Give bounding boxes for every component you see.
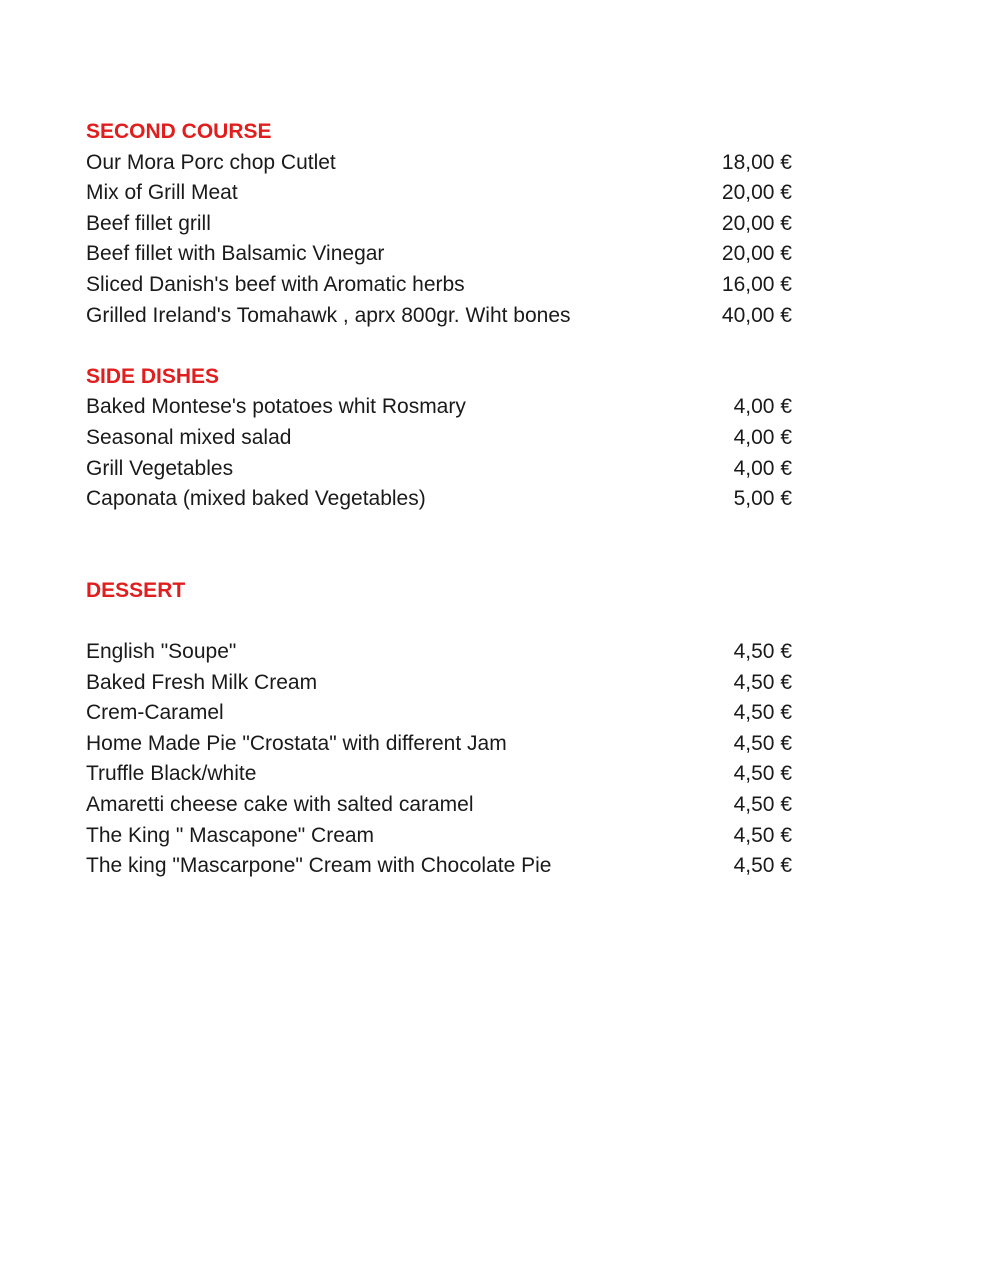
menu-item	[86, 178, 792, 209]
menu-item	[86, 392, 792, 423]
item-price: 4,50 €	[733, 731, 792, 755]
menu-item	[86, 821, 792, 852]
menu-item	[86, 637, 792, 668]
item-price: 4,50 €	[733, 670, 792, 694]
item-price: 20,00 €	[721, 181, 792, 205]
item-price: 4,00 €	[733, 425, 792, 449]
section-title-side-dishes: SIDE DISHES	[86, 364, 220, 388]
section-spacer	[86, 515, 792, 576]
menu-item	[86, 239, 792, 270]
menu-item	[86, 301, 792, 332]
item-price: 4,00 €	[733, 456, 792, 480]
item-name: Caponata (mixed baked Vegetables)	[86, 487, 426, 511]
menu-item	[86, 759, 792, 790]
section-spacer	[86, 331, 792, 362]
menu-list	[86, 117, 792, 882]
item-price: 4,50 €	[733, 823, 792, 847]
item-name: Beef fillet grill	[86, 211, 211, 235]
item-name: The king "Mascarpone" Cream with Chocolate Pie	[86, 854, 552, 878]
item-price: 16,00 €	[721, 272, 792, 296]
item-price: 4,50 €	[733, 762, 792, 786]
item-name: Home Made Pie "Crostata" with different Jam	[86, 731, 507, 755]
item-name: Baked Fresh Milk Cream	[86, 670, 318, 694]
item-name: Truffle Black/white	[86, 762, 257, 786]
item-name: Mix of Grill Meat	[86, 181, 238, 205]
menu-item	[86, 790, 792, 821]
item-name: Beef fillet with Balsamic Vinegar	[86, 242, 385, 266]
menu-item	[86, 698, 792, 729]
item-name: Crem-Caramel	[86, 701, 224, 725]
item-price: 4,50 €	[733, 854, 792, 878]
item-name: Seasonal mixed salad	[86, 425, 292, 449]
menu-item	[86, 148, 792, 179]
menu-item	[86, 209, 792, 240]
item-name: Sliced Danish's beef with Aromatic herbs	[86, 272, 465, 296]
item-price: 40,00 €	[721, 303, 792, 327]
item-price: 4,00 €	[733, 395, 792, 419]
item-name: The King " Mascapone" Cream	[86, 823, 375, 847]
item-price: 4,50 €	[733, 640, 792, 664]
menu-item	[86, 270, 792, 301]
item-name: Baked Montese's potatoes whit Rosmary	[86, 395, 466, 419]
item-price: 5,00 €	[733, 487, 792, 511]
menu-item	[86, 668, 792, 699]
item-name: English "Soupe"	[86, 640, 237, 664]
item-name: Grill Vegetables	[86, 456, 234, 480]
menu-item	[86, 729, 792, 760]
item-price: 4,50 €	[733, 701, 792, 725]
menu-item	[86, 851, 792, 882]
item-price: 4,50 €	[733, 793, 792, 817]
item-name: Our Mora Porc chop Cutlet	[86, 150, 336, 174]
menu-item	[86, 484, 792, 515]
menu-item	[86, 454, 792, 485]
item-price: 20,00 €	[721, 242, 792, 266]
item-name: Grilled Ireland's Tomahawk , aprx 800gr. Wiht bones	[86, 303, 571, 327]
section-spacer	[86, 607, 792, 638]
menu-item	[86, 423, 792, 454]
item-price: 18,00 €	[721, 150, 792, 174]
item-name: Amaretti cheese cake with salted caramel	[86, 793, 474, 817]
item-price: 20,00 €	[721, 211, 792, 235]
section-title-second-course: SECOND COURSE	[86, 120, 272, 143]
section-title-dessert: DESSERT	[86, 578, 186, 602]
